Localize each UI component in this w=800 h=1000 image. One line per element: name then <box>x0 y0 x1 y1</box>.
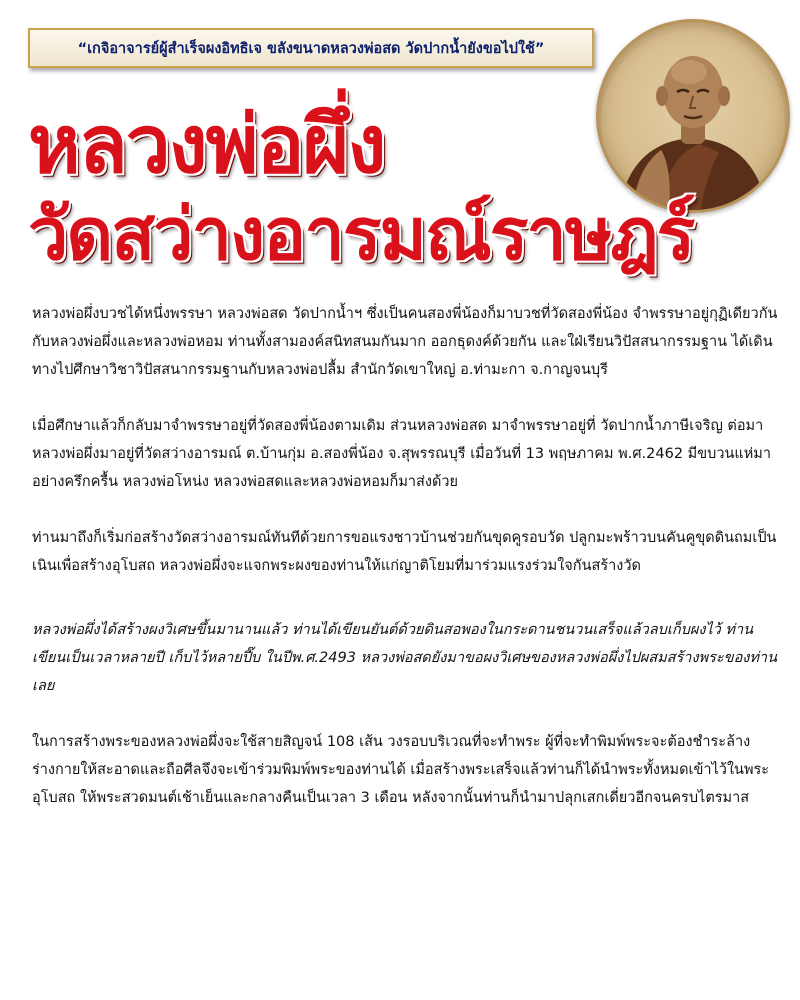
paragraph-4: หลวงพ่อผึ่งได้สร้างผงวิเศษขึ้นมานานแล้ว ท่านได้เขียนยันต์ด้วยดินสอพองในกระดานชนวนเสร็จแล้วลบเก็บผงไว้ ท่านเขียนเป็นเวลาหลายปี เก็บไว้หลายปี๊บ ในปีพ.ศ.2493 หลวงพ่อสดยังมาขอผงวิเศษของหลวงพ่อผึ่งไปผสมสร้างพระของท่านเลย <box>32 622 777 694</box>
paragraph-1: หลวงพ่อผึ่งบวชได้หนึ่งพรรษา หลวงพ่อสด วัดปากน้ำฯ ซึ่งเป็นคนสองพี่น้องก็มาบวชที่วัดสองพี่น้อง จำพรรษาอยู่กุฏิเดียวกันกับหลวงพ่อผึ่งและหลวงพ่อหอม ท่านทั้งสามองค์สนิทสนมกันมาก ออกธุดงค์ด้วยกัน และใฝ่เรียนวิปัสสนากรรมฐาน ได้เดินทางไปศึกษาวิชาวิปัสสนากรรมฐานกับหลวงพ่อปลื้ม สำนักวัดเขาใหญ่ อ.ท่ามะกา จ.กาญจนบุรี <box>32 306 778 378</box>
paragraph-5: ในการสร้างพระของหลวงพ่อผึ่งจะใช้สายสิญจน์ 108 เส้น วงรอบบริเวณที่จะทำพระ ผู้ที่จะทำพิมพ์พระจะต้องชำระล้างร่างกายให้สะอาดและถือศีลจึงจะเข้าร่วมพิมพ์พระของท่านได้ เมื่อสร้างพระเสร็จแล้วท่านก็ได้นำพระทั้งหมดเข้าไว้ในพระอุโบสถ ให้พระสวดมนต์เช้าเย็นและกลางคืนเป็นเวลา 3 เดือน หลังจากนั้นท่านก็นำมาปลุกเสกเดี่ยวอีกจนครบไตรมาส <box>32 734 770 806</box>
page-header <box>0 0 800 290</box>
article-body <box>32 300 784 812</box>
paragraph-3: ท่านมาถึงก็เริ่มก่อสร้างวัดสว่างอารมณ์ทันทีด้วยการขอแรงชาวบ้านช่วยกันขุดคูรอบวัด ปลูกมะพร้าวบนคันคูขุดดินถมเป็นเนินเพื่อสร้างอุโบสถ หลวงพ่อผึ่งจะแจกพระผงของท่านให้แก่ญาติโยมที่มาร่วมแรงร่วมใจกันสร้างวัด <box>32 530 777 574</box>
title-temple-name: วัดสว่างอารมณ์ราษฎร์ <box>28 192 694 276</box>
quote-banner <box>28 28 594 68</box>
monk-portrait-photo <box>596 19 790 213</box>
monk-portrait-illustration <box>599 22 787 210</box>
paragraph-2: เมื่อศึกษาแล้วก็กลับมาจำพรรษาอยู่ที่วัดสองพี่น้องตามเดิม ส่วนหลวงพ่อสด มาจำพรรษาอยู่ที่ วัดปากน้ำภาษีเจริญ ต่อมาหลวงพ่อผึ่งมาอยู่ที่วัดสว่างอารมณ์ ต.บ้านกุ่ม อ.สองพี่น้อง จ.สุพรรณบุรี เมื่อวันที่ 13 พฤษภาคม พ.ศ.2462 มีขบวนแห่มาอย่างครึกครื้น หลวงพ่อโหน่ง หลวงพ่อสดและหลวงพ่อหอมก็มาส่งด้วย <box>32 418 771 490</box>
quote-text: “เกจิอาจารย์ผู้สำเร็จผงอิทธิเจ ขลังขนาดหลวงพ่อสด วัดปากน้ำยังขอไปใช้” <box>77 40 545 57</box>
title-monk-name: หลวงพ่อผึ่ง <box>28 98 385 191</box>
